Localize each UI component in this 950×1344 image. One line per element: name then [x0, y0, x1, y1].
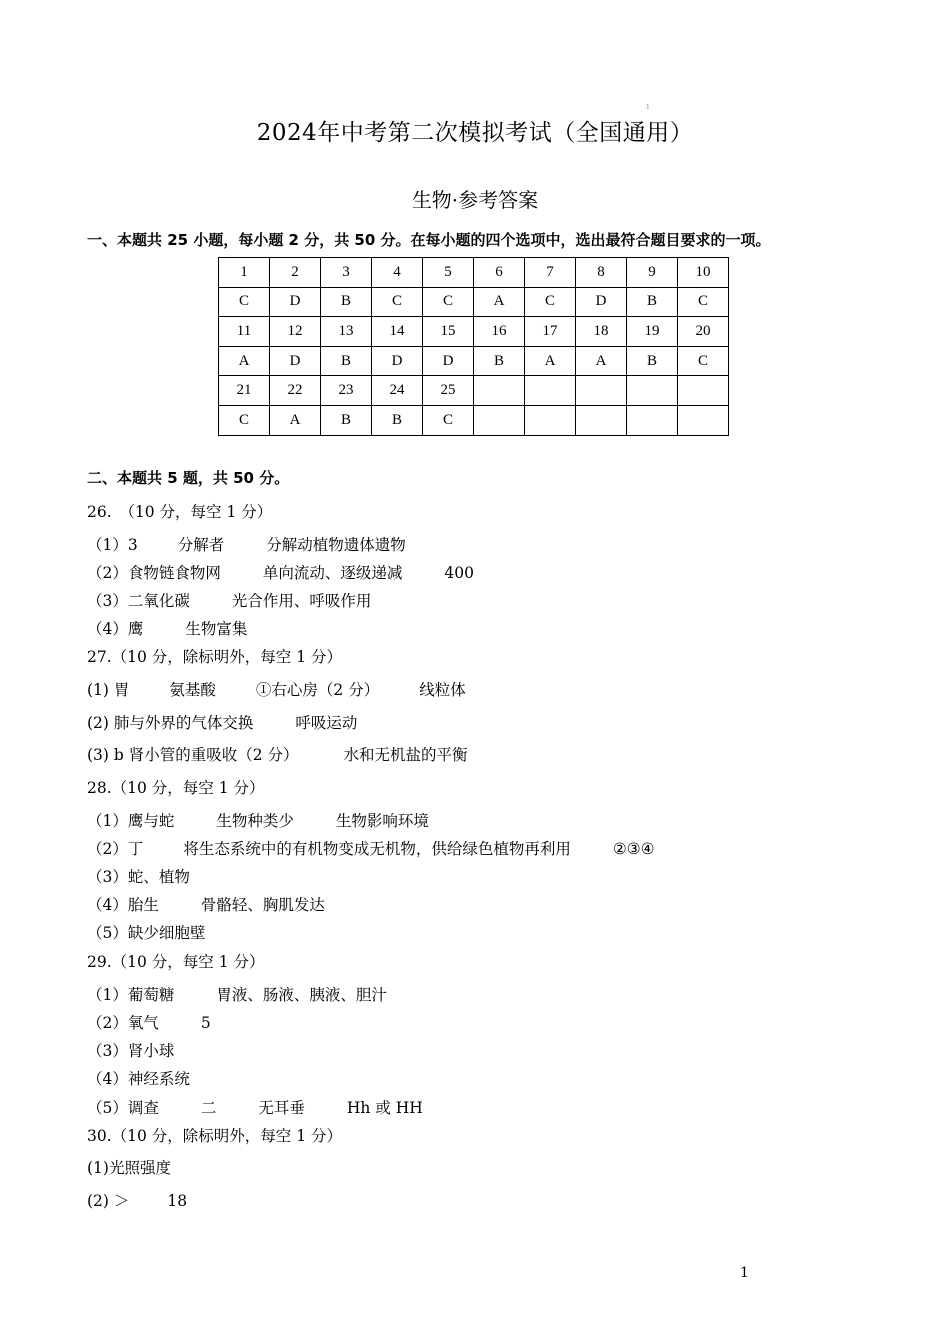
- table-cell: C: [423, 287, 474, 317]
- q27-line3: [87, 743, 468, 765]
- table-cell: 23: [321, 376, 372, 406]
- table-cell: D: [576, 287, 627, 317]
- q26-2-c: 400: [444, 564, 474, 582]
- q29-header: 29.（10 分，每空 1 分）: [87, 953, 265, 971]
- table-cell: A: [474, 287, 525, 317]
- q28-2-c: ②③④: [612, 840, 655, 858]
- page-title: 2024年中考第二次模拟考试（全国通用）: [256, 120, 694, 146]
- q26-4-b: 生物富集: [185, 620, 248, 638]
- table-cell: D: [423, 346, 474, 376]
- q29-line2: [87, 1011, 211, 1033]
- q29-1-b: 胃液、肠液、胰液、胆汁: [216, 986, 387, 1004]
- table-cell: [678, 405, 729, 435]
- table-cell: [525, 376, 576, 406]
- q30-2-b: 18: [167, 1192, 188, 1210]
- q28-2-a: （2）丁: [87, 840, 144, 858]
- table-cell: B: [372, 405, 423, 435]
- table-cell: B: [627, 346, 678, 376]
- q30-line1: (1)光照强度: [87, 1159, 171, 1177]
- q27-line2: [87, 711, 357, 733]
- table-cell: C: [219, 287, 270, 317]
- table-cell: 3: [321, 258, 372, 288]
- tiny-mark: 1: [646, 104, 650, 111]
- table-cell: 24: [372, 376, 423, 406]
- table-cell: 15: [423, 317, 474, 347]
- table-row: [219, 287, 729, 317]
- q29-line3: （3）肾小球: [87, 1042, 175, 1060]
- table-cell: 7: [525, 258, 576, 288]
- q29-5-a: （5）调查: [87, 1099, 159, 1117]
- table-cell: A: [270, 405, 321, 435]
- table-cell: A: [576, 346, 627, 376]
- q27-line1: [87, 678, 466, 700]
- table-cell: 14: [372, 317, 423, 347]
- table-cell: 1: [219, 258, 270, 288]
- table-cell: 8: [576, 258, 627, 288]
- table-cell: 16: [474, 317, 525, 347]
- table-cell: D: [270, 287, 321, 317]
- table-row: [219, 317, 729, 347]
- q28-1-a: （1）鹰与蛇: [87, 812, 175, 830]
- q30-header: 30.（10 分，除标明外，每空 1 分）: [87, 1127, 343, 1145]
- q26-1-c: 分解动植物遗体遗物: [266, 536, 406, 554]
- table-cell: C: [219, 405, 270, 435]
- q29-5-c: 无耳垂: [258, 1099, 305, 1117]
- table-cell: 17: [525, 317, 576, 347]
- q27-3-a: (3) b 肾小管的重吸收（2 分）: [87, 746, 299, 764]
- q28-line3: （3）蛇、植物: [87, 868, 190, 886]
- answer-table: [218, 257, 729, 436]
- table-cell: B: [321, 405, 372, 435]
- table-cell: [474, 405, 525, 435]
- q29-line1: [87, 983, 387, 1005]
- q30-2-a: (2) ＞: [87, 1192, 130, 1210]
- table-cell: C: [525, 287, 576, 317]
- q28-line5: （5）缺少细胞壁: [87, 924, 206, 942]
- q26-header: 26. （10 分，每空 1 分）: [87, 503, 273, 521]
- table-row: [219, 376, 729, 406]
- q26-1-b: 分解者: [177, 536, 225, 554]
- table-cell: 11: [219, 317, 270, 347]
- table-cell: [525, 405, 576, 435]
- page-number: 1: [740, 1265, 749, 1281]
- table-row: [219, 346, 729, 376]
- table-cell: [474, 376, 525, 406]
- q27-2-a: (2) 肺与外界的气体交换: [87, 714, 254, 732]
- table-row: [219, 405, 729, 435]
- table-cell: 21: [219, 376, 270, 406]
- q29-5-b: 二: [200, 1099, 217, 1117]
- table-row: [219, 258, 729, 288]
- table-cell: [627, 405, 678, 435]
- table-cell: A: [219, 346, 270, 376]
- q27-1-d: 线粒体: [419, 681, 466, 699]
- table-cell: C: [678, 287, 729, 317]
- q28-4-b: 骨骼轻、胸肌发达: [200, 896, 325, 914]
- table-cell: C: [423, 405, 474, 435]
- table-cell: 22: [270, 376, 321, 406]
- table-cell: 18: [576, 317, 627, 347]
- table-cell: 5: [423, 258, 474, 288]
- table-cell: 9: [627, 258, 678, 288]
- q27-1-b: 氨基酸: [169, 681, 216, 699]
- q29-1-a: （1）葡萄糖: [87, 986, 175, 1004]
- q27-2-b: 呼吸运动: [295, 714, 358, 732]
- table-cell: 2: [270, 258, 321, 288]
- table-cell: 12: [270, 317, 321, 347]
- table-cell: 25: [423, 376, 474, 406]
- q29-2-a: （2）氧气: [87, 1014, 159, 1032]
- table-cell: C: [372, 287, 423, 317]
- q27-3-b: 水和无机盐的平衡: [343, 746, 468, 764]
- table-cell: B: [321, 346, 372, 376]
- q26-4-a: （4）鹰: [87, 620, 144, 638]
- table-cell: D: [372, 346, 423, 376]
- q27-1-a: (1) 胃: [87, 681, 130, 699]
- q28-1-b: 生物种类少: [216, 812, 294, 830]
- page-subtitle: 生物·参考答案: [411, 188, 539, 212]
- q29-5-d: Hh 或 HH: [346, 1099, 423, 1117]
- q26-line2: [87, 561, 474, 583]
- q28-header: 28.（10 分，每空 1 分）: [87, 779, 265, 797]
- table-cell: 19: [627, 317, 678, 347]
- q26-line4: [87, 617, 247, 639]
- q28-1-c: 生物影响环境: [335, 812, 429, 830]
- q27-1-c: ①右心房（2 分）: [255, 681, 380, 699]
- q26-3-b: 光合作用、呼吸作用: [231, 592, 372, 610]
- table-cell: 10: [678, 258, 729, 288]
- q26-1-a: （1）3: [87, 536, 138, 554]
- table-cell: B: [321, 287, 372, 317]
- q28-line4: [87, 893, 325, 915]
- q28-line2: [87, 837, 655, 859]
- q28-line1: [87, 809, 429, 831]
- table-cell: B: [627, 287, 678, 317]
- table-cell: 13: [321, 317, 372, 347]
- q26-line3: [87, 589, 371, 611]
- q26-2-b: 单向流动、逐级递减: [262, 564, 403, 582]
- table-cell: B: [474, 346, 525, 376]
- q27-header: 27.（10 分，除标明外，每空 1 分）: [87, 648, 343, 666]
- table-cell: D: [270, 346, 321, 376]
- table-cell: 4: [372, 258, 423, 288]
- q28-4-a: （4）胎生: [87, 896, 159, 914]
- table-cell: [627, 376, 678, 406]
- table-cell: [576, 376, 627, 406]
- q29-line4: （4）神经系统: [87, 1070, 190, 1088]
- q26-line1: [87, 533, 406, 555]
- section1-header: 一、本题共 25 小题，每小题 2 分，共 50 分。在每小题的四个选项中，选出最符合题目要求的一项。: [87, 231, 771, 249]
- table-cell: [678, 376, 729, 406]
- q28-2-b: 将生态系统中的有机物变成无机物，供给绿色植物再利用: [183, 840, 571, 858]
- q29-line5: [87, 1096, 423, 1118]
- table-cell: [576, 405, 627, 435]
- table-cell: 20: [678, 317, 729, 347]
- q29-2-b: 5: [200, 1014, 211, 1032]
- section2-header: 二、本题共 5 题，共 50 分。: [87, 469, 290, 487]
- table-cell: 6: [474, 258, 525, 288]
- q26-3-a: （3）二氧化碳: [87, 592, 190, 610]
- table-cell: A: [525, 346, 576, 376]
- q30-line2: [87, 1189, 187, 1211]
- table-cell: C: [678, 346, 729, 376]
- q26-2-a: （2）食物链食物网: [87, 564, 221, 582]
